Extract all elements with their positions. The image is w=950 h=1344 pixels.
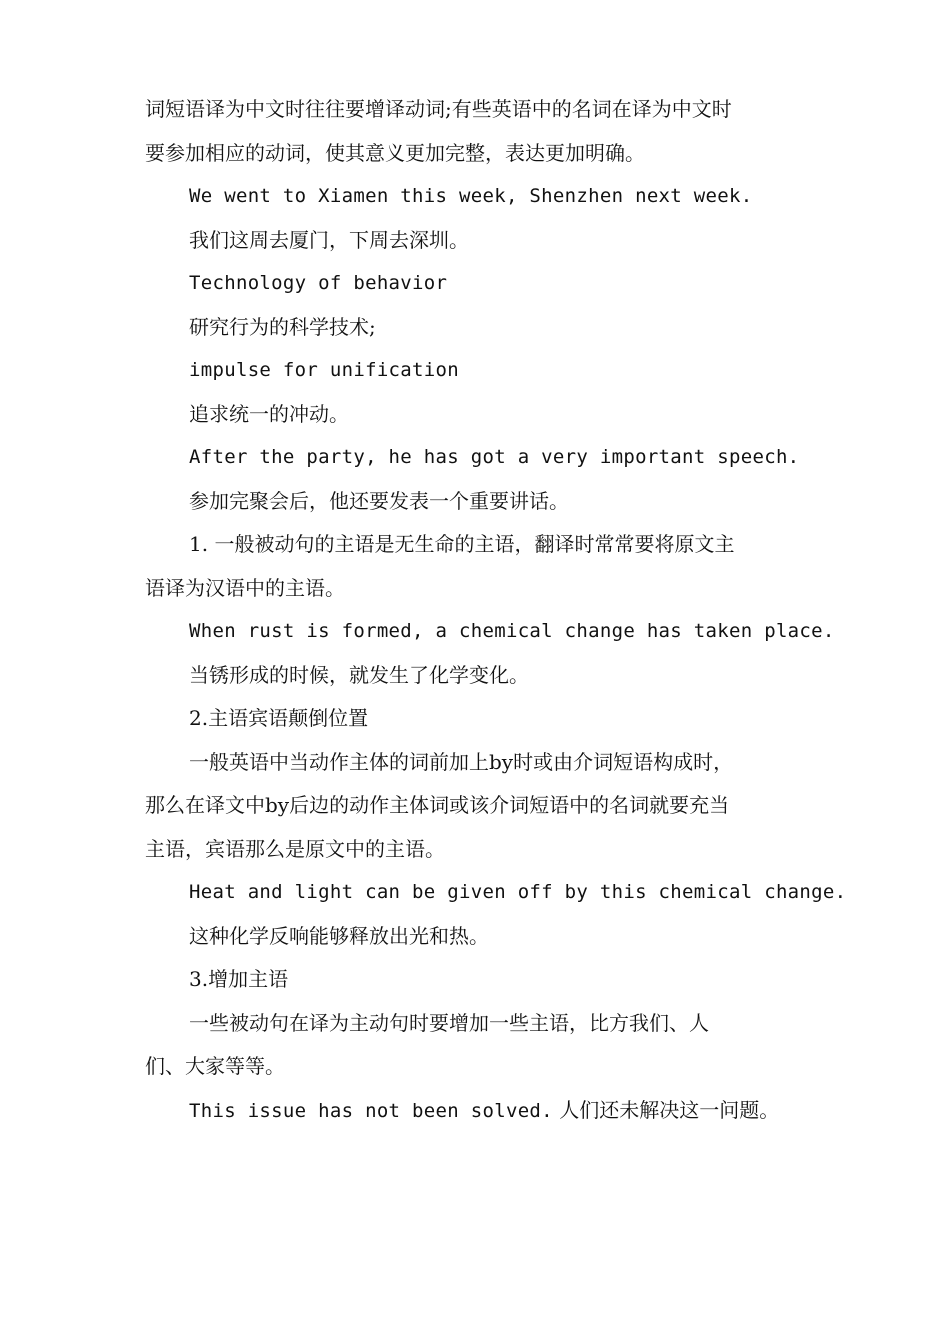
- chinese-translation: 当锈形成的时候，就发生了化学变化。: [189, 662, 529, 687]
- example-with-translation: [145, 1089, 815, 1133]
- section-heading: 2.主语宾语颠倒位置: [189, 706, 369, 730]
- paragraph-line: 那么在译文中by后边的动作主体词或该介词短语中的名词就要充当: [145, 793, 730, 817]
- english-example: After the party, he has got a very important speech.: [189, 446, 800, 468]
- chinese-translation: 我们这周去厦门，下周去深圳。: [189, 227, 469, 252]
- paragraph-line: 们、大家等等。: [145, 1054, 285, 1078]
- chinese-translation: 参加完聚会后，他还要发表一个重要讲话。: [189, 488, 569, 513]
- paragraph-line: 词短语译为中文时往往要增译动词;有些英语中的名词在译为中文时: [145, 97, 732, 121]
- paragraph-line: 主语，宾语那么是原文中的主语。: [145, 836, 445, 861]
- numbered-point: 1. 一般被动句的主语是无生命的主语，翻译时常常要将原文主: [189, 532, 735, 556]
- english-example: Heat and light can be given off by this chemical change.: [189, 881, 847, 903]
- paragraph-line: 一些被动句在译为主动句时要增加一些主语，比方我们、人: [189, 1010, 709, 1035]
- chinese-translation: 追求统一的冲动。: [189, 401, 349, 426]
- paragraph-line: 要参加相应的动词，使其意义更加完整，表达更加明确。: [145, 140, 645, 165]
- document-body: [145, 88, 847, 1132]
- paragraph-line: 语译为汉语中的主语。: [145, 575, 345, 600]
- paragraph-line: 一般英语中当动作主体的词前加上by时或由介词短语构成时，: [189, 749, 734, 774]
- chinese-translation: 这种化学反响能够释放出光和热。: [189, 923, 489, 948]
- english-example: Technology of behavior: [189, 272, 448, 294]
- chinese-translation: 人们还未解决这一问题。: [559, 1097, 780, 1122]
- english-example: This issue has not been solved.: [189, 1099, 553, 1122]
- english-example: impulse for unification: [189, 359, 459, 381]
- section-heading: 3.增加主语: [189, 967, 289, 991]
- chinese-translation: 研究行为的科学技术;: [189, 314, 376, 339]
- english-example: When rust is formed, a chemical change has taken place.: [189, 620, 835, 642]
- english-example: We went to Xiamen this week, Shenzhen next week.: [189, 185, 753, 207]
